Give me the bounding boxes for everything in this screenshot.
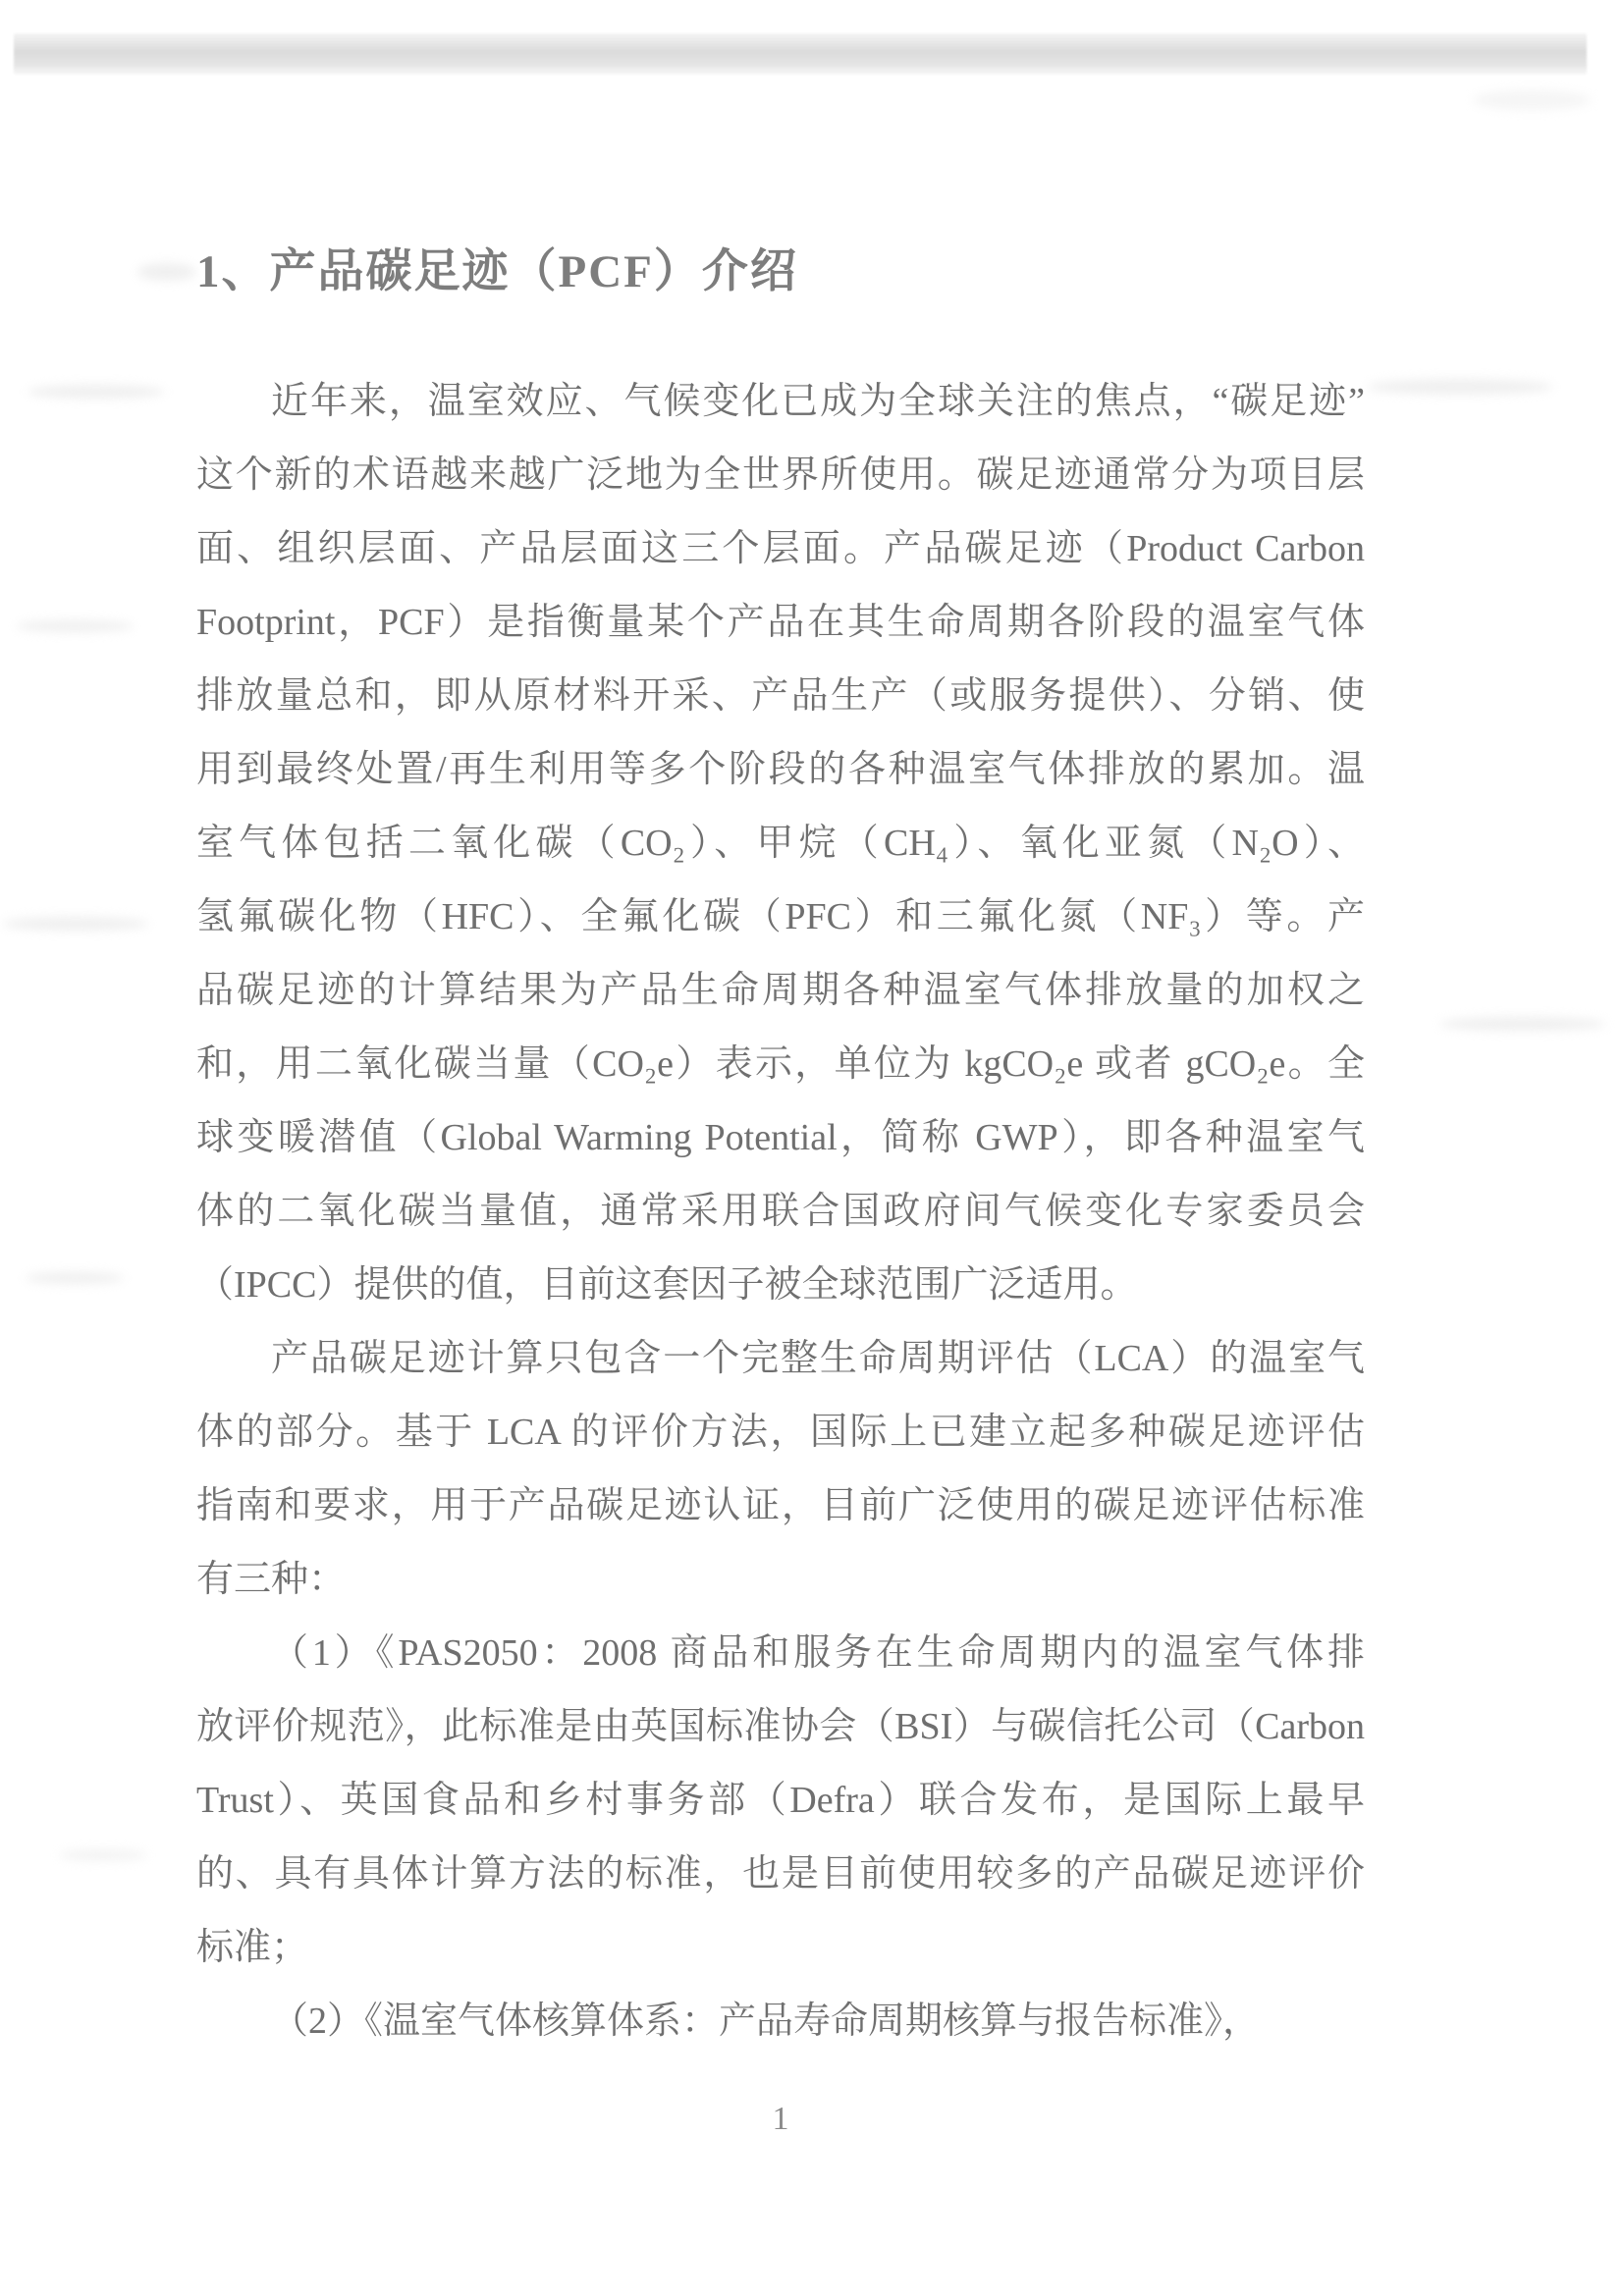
text-line: 室气体包括二氧化碳（CO₂）、甲烷（CH₄）、氧化亚氮（N₂O）、 [196,823,1365,864]
text-line: 标准； [196,1927,309,1968]
text-line: Trust）、英国食品和乡村事务部（Defra）联合发布，是国际上最早 [196,1780,1365,1821]
text-line: （1）《PAS2050：2008 商品和服务在生命周期内的温室气体排 [271,1632,1365,1674]
text-line: 有三种： [196,1559,347,1600]
scan-artifact-smudge [26,1272,124,1284]
page-number: 1 [772,2101,789,2137]
text-line: Footprint，PCF）是指衡量某个产品在其生命周期各阶段的温室气体 [196,602,1365,643]
text-line: （2）《温室气体核算体系：产品寿命周期核算与报告标准》， [271,2001,1261,2042]
scan-artifact-smudge [27,385,165,399]
text-line: 排放量总和，即从原材料开采、产品生产（或服务提供）、分销、使 [196,675,1365,717]
scan-artifact-smudge [1367,379,1553,395]
text-line: 这个新的术语越来越广泛地为全世界所使用。碳足迹通常分为项目层 [196,454,1365,496]
scan-artifact-smudge [59,1849,147,1861]
scan-artifact-smudge [16,620,134,632]
text-line: 球变暖潜值（Global Warming Potential，简称 GWP），即各种温室气 [196,1117,1365,1158]
text-line: 体的二氧化碳当量值，通常采用联合国政府间气候变化专家委员会 [196,1191,1365,1232]
document-body [196,365,1365,2058]
text-line: 氢氟碳化物（HFC）、全氟化碳（PFC）和三氟化氮（NF₃）等。产 [196,896,1365,937]
text-line: 体的部分。基于 LCA 的评价方法，国际上已建立起多种碳足迹评估 [196,1412,1365,1453]
text-line: 和，用二氧化碳当量（CO₂e）表示，单位为 kgCO₂e 或者 gCO₂e。全 [196,1043,1365,1085]
text-line: 指南和要求，用于产品碳足迹认证，目前广泛使用的碳足迹评估标准 [196,1485,1365,1526]
text-line: 用到最终处置/再生利用等多个阶段的各种温室气体排放的累加。温 [196,749,1365,790]
scan-artifact-smudge [1439,1017,1606,1031]
text-line: 品碳足迹的计算结果为产品生命周期各种温室气体排放量的加权之 [196,970,1365,1011]
scan-artifact-smudge [1473,90,1591,110]
scan-artifact-smudge [2,917,149,931]
text-line: 放评价规范》，此标准是由英国标准协会（BSI）与碳信托公司（Carbon [196,1706,1365,1747]
text-line: 近年来，温室效应、气候变化已成为全球关注的焦点，“碳足迹” [271,381,1365,422]
text-line: （IPCC）提供的值，目前这套因子被全球范围广泛适用。 [196,1264,1138,1306]
text-line: 的、具有具体计算方法的标准，也是目前使用较多的产品碳足迹评价 [196,1853,1365,1895]
section-title: 1、产品碳足迹（PCF）介绍 [196,246,798,297]
scan-artifact-smudge [137,263,196,281]
scan-artifact-top-band [14,33,1587,75]
text-line: 产品碳足迹计算只包含一个完整生命周期评估（LCA）的温室气 [271,1338,1365,1379]
text-line: 面、组织层面、产品层面这三个层面。产品碳足迹（Product Carbon [196,528,1365,569]
